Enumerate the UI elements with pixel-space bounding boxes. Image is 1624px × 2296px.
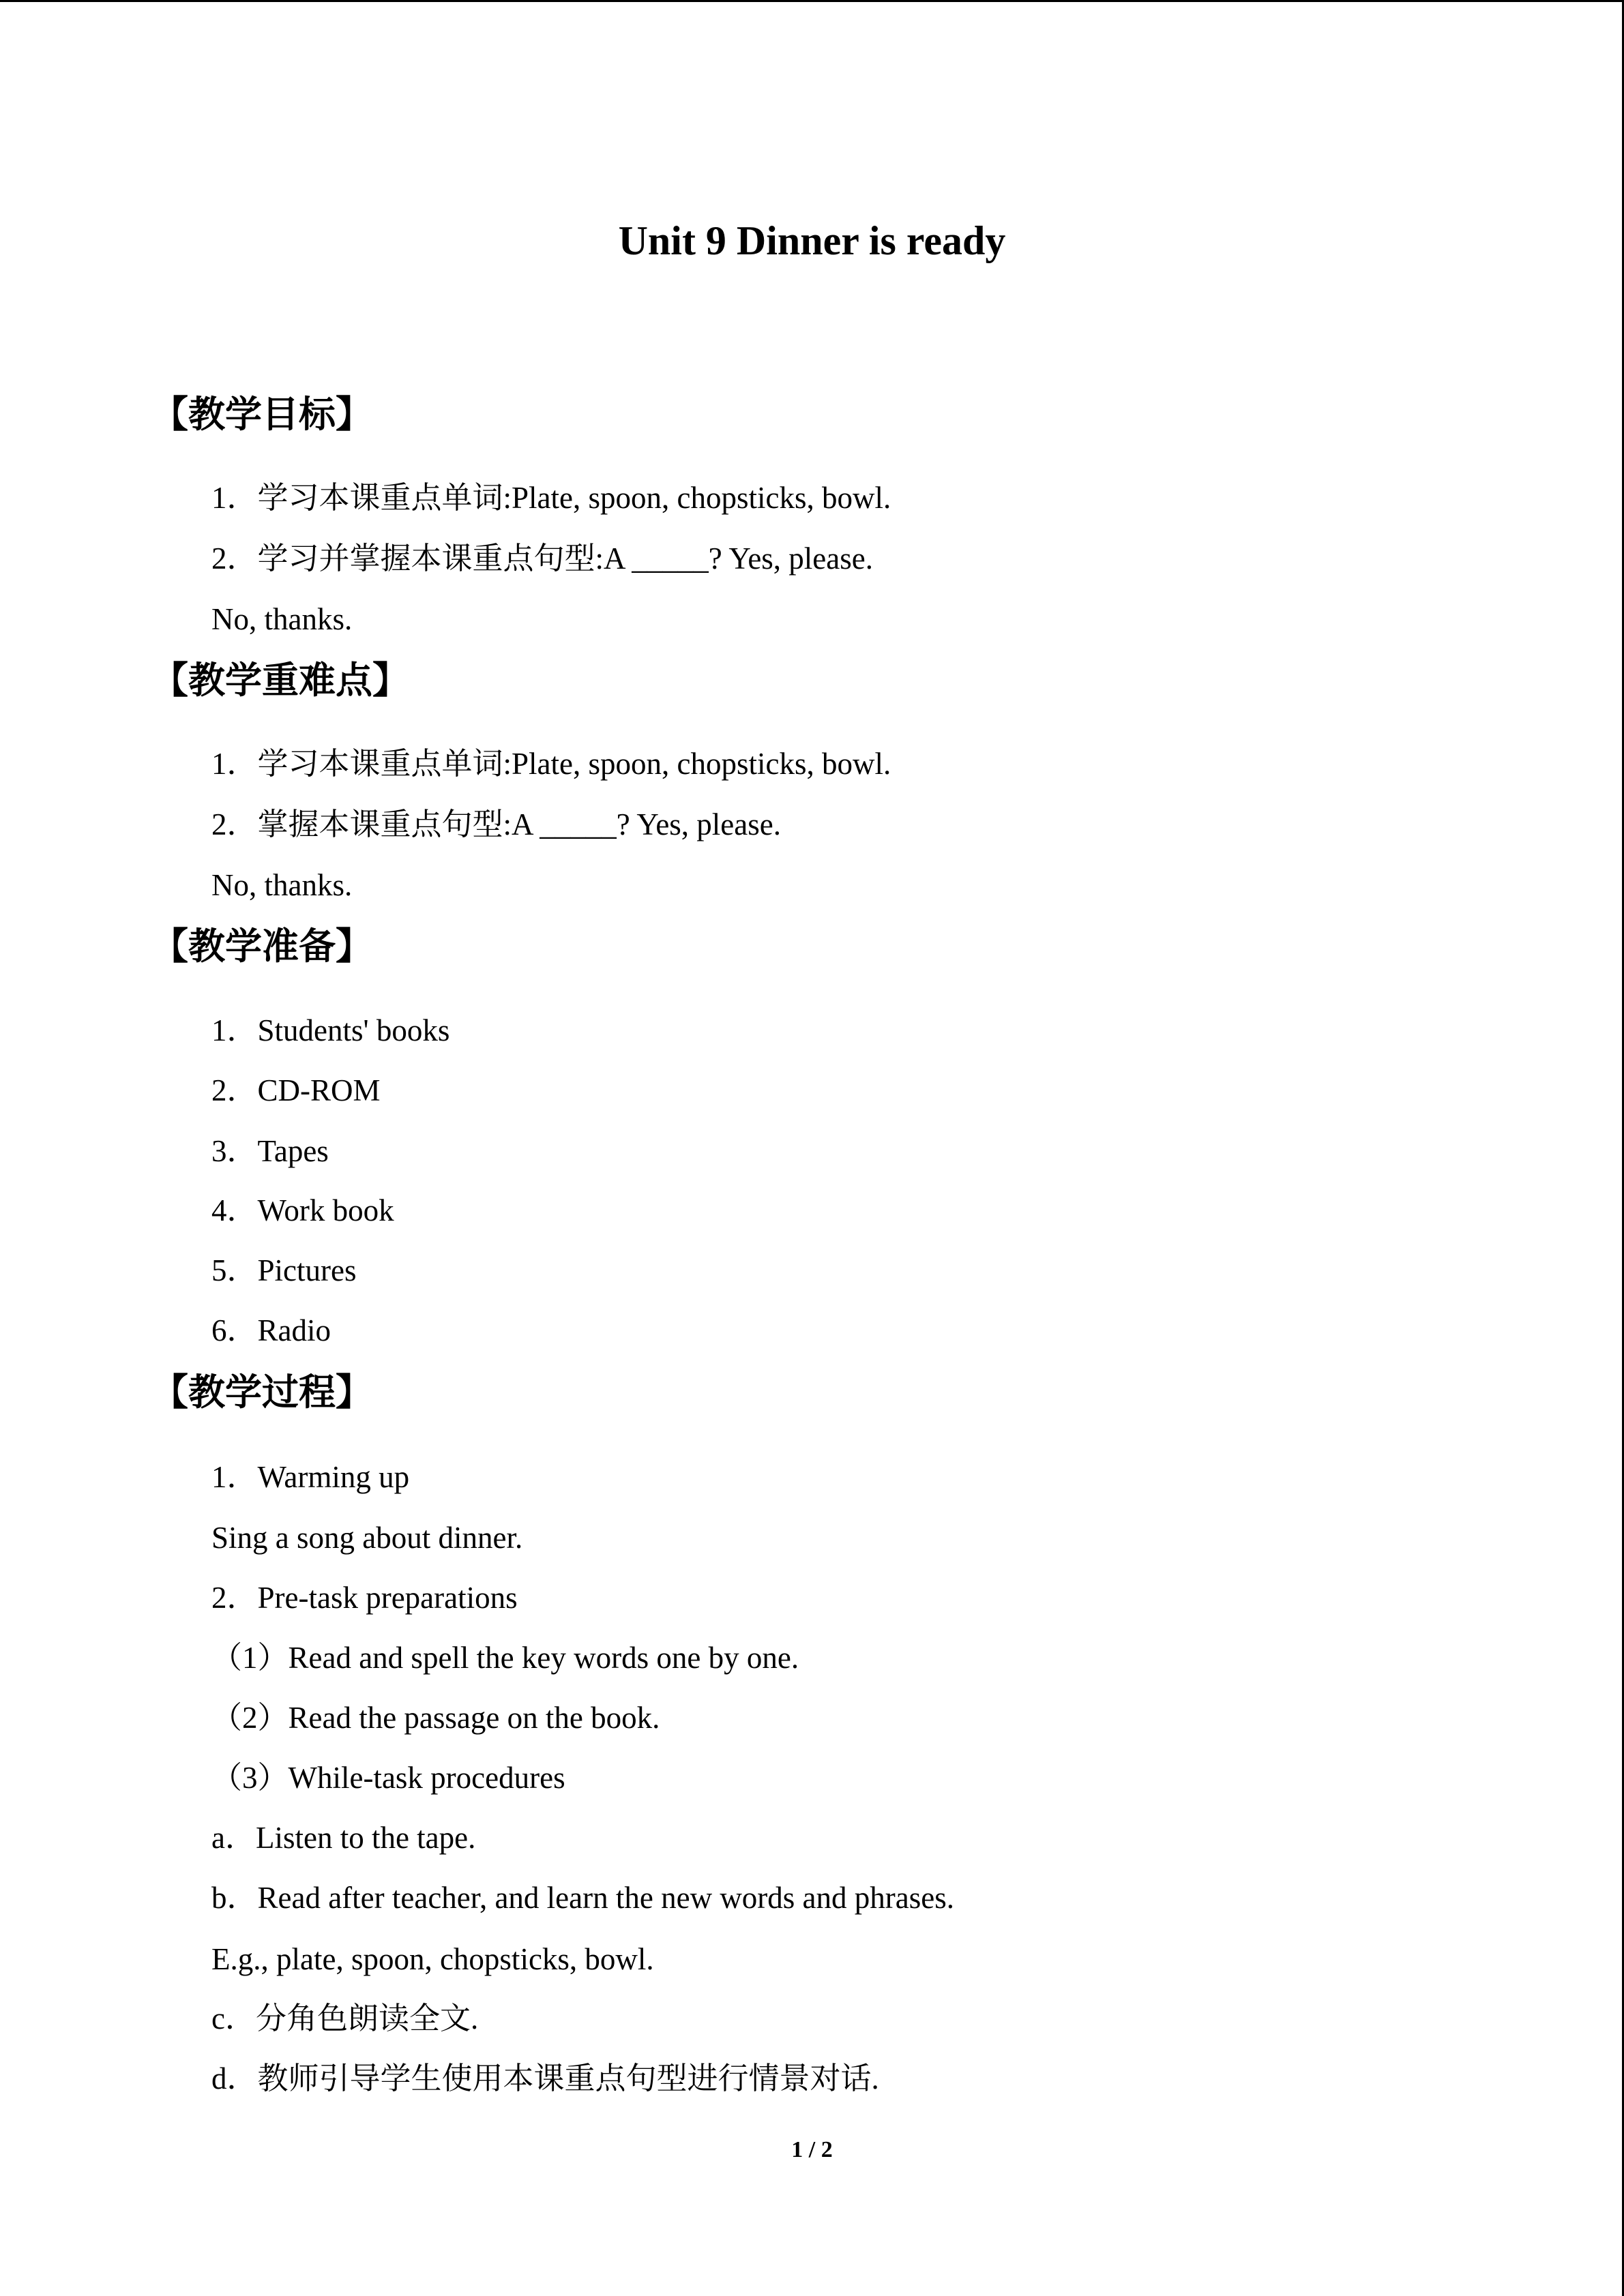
key-points-line-2: 2．掌握本课重点句型:A _____? Yes, please. [211, 807, 781, 841]
process-line-5: （2）Read the passage on the book. [211, 1701, 660, 1735]
section-heading-key-points: 【教学重难点】 [151, 659, 409, 702]
process-line-10: c．分角色朗读全文. [211, 2001, 479, 2036]
process-line-1: 1．Warming up [211, 1460, 410, 1494]
section-heading-objectives: 【教学目标】 [151, 393, 372, 436]
preparation-line-1: 1．Students' books [211, 1013, 450, 1047]
process-line-6: （3）While-task procedures [211, 1761, 565, 1795]
section-heading-process: 【教学过程】 [151, 1371, 372, 1414]
preparation-line-5: 5．Pictures [211, 1253, 357, 1287]
key-points-line-1: 1．学习本课重点单词:Plate, spoon, chopsticks, bowl. [211, 747, 891, 781]
process-line-8: b．Read after teacher, and learn the new words and phrases. [211, 1881, 954, 1915]
preparation-line-3: 3．Tapes [211, 1134, 329, 1168]
objectives-line-3: No, thanks. [211, 602, 353, 636]
process-line-4: （1）Read and spell the key words one by one. [211, 1641, 799, 1675]
preparation-line-2: 2．CD-ROM [211, 1073, 381, 1107]
section-heading-preparation: 【教学准备】 [151, 925, 372, 968]
objectives-line-1: 1．学习本课重点单词:Plate, spoon, chopsticks, bowl. [211, 481, 891, 515]
preparation-line-4: 4．Work book [211, 1193, 394, 1227]
process-line-2: Sing a song about dinner. [211, 1521, 523, 1555]
preparation-line-6: 6．Radio [211, 1313, 331, 1347]
process-line-9: E.g., plate, spoon, chopsticks, bowl. [211, 1942, 654, 1976]
document-title: Unit 9 Dinner is ready [618, 218, 1006, 263]
objectives-line-2: 2．学习并掌握本课重点句型:A _____? Yes, please. [211, 541, 873, 576]
process-line-3: 2．Pre-task preparations [211, 1581, 518, 1615]
process-line-11: d．教师引导学生使用本课重点句型进行情景对话. [211, 2061, 879, 2096]
key-points-line-3: No, thanks. [211, 868, 353, 902]
page-number: 1 / 2 [791, 2137, 833, 2162]
process-line-7: a．Listen to the tape. [211, 1821, 476, 1855]
